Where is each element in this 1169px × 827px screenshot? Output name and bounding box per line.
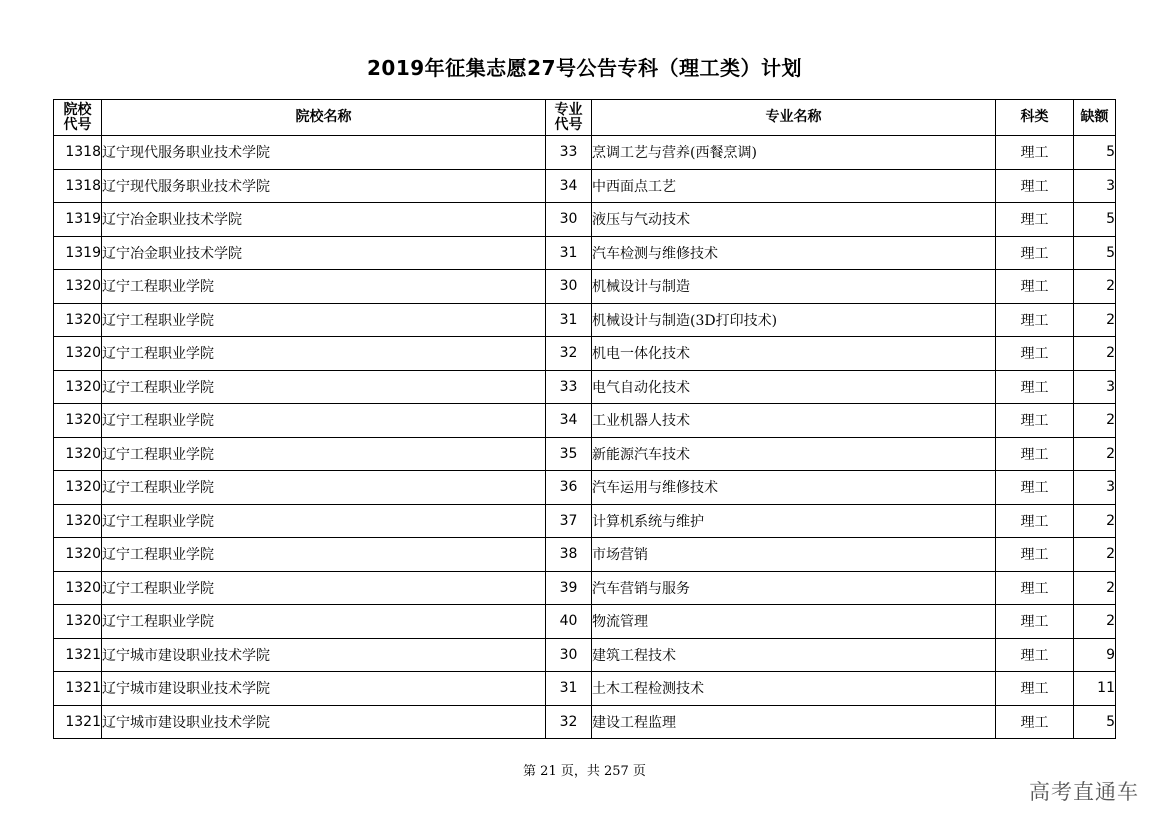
cell-vacancies: 2 xyxy=(1074,605,1116,639)
table-row xyxy=(54,337,1116,371)
cell-category: 理工 xyxy=(996,370,1074,404)
cell-major-name: 物流管理 xyxy=(592,605,996,639)
cell-school-code: 1320 xyxy=(54,437,102,471)
cell-vacancies: 2 xyxy=(1074,404,1116,438)
cell-school-code: 1320 xyxy=(54,605,102,639)
cell-school-code: 1319 xyxy=(54,203,102,237)
cell-school-name: 辽宁工程职业学院 xyxy=(102,437,546,471)
cell-school-code: 1320 xyxy=(54,471,102,505)
table-row xyxy=(54,437,1116,471)
cell-school-code: 1318 xyxy=(54,169,102,203)
cell-school-code: 1318 xyxy=(54,136,102,170)
cell-major-code: 33 xyxy=(546,136,592,170)
cell-major-name: 电气自动化技术 xyxy=(592,370,996,404)
cell-school-name: 辽宁城市建设职业技术学院 xyxy=(102,705,546,739)
cell-major-name: 工业机器人技术 xyxy=(592,404,996,438)
table-row xyxy=(54,404,1116,438)
table-row xyxy=(54,370,1116,404)
cell-vacancies: 2 xyxy=(1074,337,1116,371)
cell-major-code: 30 xyxy=(546,203,592,237)
cell-school-name: 辽宁工程职业学院 xyxy=(102,571,546,605)
cell-school-code: 1320 xyxy=(54,337,102,371)
cell-major-code: 37 xyxy=(546,504,592,538)
cell-school-name: 辽宁冶金职业技术学院 xyxy=(102,236,546,270)
header-major-name: 专业名称 xyxy=(592,100,996,136)
cell-major-name: 汽车营销与服务 xyxy=(592,571,996,605)
header-school-code: 院校 代号 xyxy=(54,100,102,136)
table-row xyxy=(54,136,1116,170)
cell-major-code: 33 xyxy=(546,370,592,404)
cell-category: 理工 xyxy=(996,504,1074,538)
cell-school-code: 1320 xyxy=(54,270,102,304)
table-row xyxy=(54,638,1116,672)
watermark: 高考直通车 xyxy=(1029,780,1139,804)
header-category: 科类 xyxy=(996,100,1074,136)
cell-school-code: 1320 xyxy=(54,504,102,538)
cell-major-code: 32 xyxy=(546,705,592,739)
table-row xyxy=(54,203,1116,237)
cell-vacancies: 3 xyxy=(1074,169,1116,203)
cell-major-name: 液压与气动技术 xyxy=(592,203,996,237)
cell-school-code: 1321 xyxy=(54,672,102,706)
cell-major-name: 机械设计与制造 xyxy=(592,270,996,304)
cell-major-code: 38 xyxy=(546,538,592,572)
cell-vacancies: 3 xyxy=(1074,471,1116,505)
cell-school-name: 辽宁现代服务职业技术学院 xyxy=(102,169,546,203)
cell-vacancies: 11 xyxy=(1074,672,1116,706)
cell-school-code: 1320 xyxy=(54,538,102,572)
cell-major-code: 31 xyxy=(546,672,592,706)
cell-vacancies: 2 xyxy=(1074,437,1116,471)
cell-category: 理工 xyxy=(996,337,1074,371)
table-row xyxy=(54,672,1116,706)
cell-major-code: 30 xyxy=(546,270,592,304)
cell-vacancies: 5 xyxy=(1074,136,1116,170)
cell-school-name: 辽宁工程职业学院 xyxy=(102,303,546,337)
cell-major-name: 烹调工艺与营养(西餐烹调) xyxy=(592,136,996,170)
page-number: 第 21 页，共 257 页 xyxy=(523,764,646,779)
cell-school-name: 辽宁冶金职业技术学院 xyxy=(102,203,546,237)
cell-category: 理工 xyxy=(996,672,1074,706)
cell-category: 理工 xyxy=(996,538,1074,572)
cell-major-name: 计算机系统与维护 xyxy=(592,504,996,538)
cell-major-name: 新能源汽车技术 xyxy=(592,437,996,471)
cell-category: 理工 xyxy=(996,236,1074,270)
table-row xyxy=(54,538,1116,572)
cell-major-name: 土木工程检测技术 xyxy=(592,672,996,706)
table-row xyxy=(54,504,1116,538)
cell-vacancies: 2 xyxy=(1074,571,1116,605)
cell-category: 理工 xyxy=(996,169,1074,203)
cell-major-code: 31 xyxy=(546,236,592,270)
cell-category: 理工 xyxy=(996,437,1074,471)
cell-category: 理工 xyxy=(996,270,1074,304)
cell-major-name: 汽车运用与维修技术 xyxy=(592,471,996,505)
cell-major-name: 市场营销 xyxy=(592,538,996,572)
table-row xyxy=(54,471,1116,505)
cell-school-name: 辽宁工程职业学院 xyxy=(102,337,546,371)
cell-major-code: 31 xyxy=(546,303,592,337)
table-row xyxy=(54,270,1116,304)
cell-major-code: 35 xyxy=(546,437,592,471)
cell-vacancies: 5 xyxy=(1074,236,1116,270)
cell-category: 理工 xyxy=(996,136,1074,170)
table-row xyxy=(54,169,1116,203)
cell-school-name: 辽宁工程职业学院 xyxy=(102,504,546,538)
cell-major-name: 建设工程监理 xyxy=(592,705,996,739)
cell-vacancies: 2 xyxy=(1074,538,1116,572)
cell-major-name: 建筑工程技术 xyxy=(592,638,996,672)
cell-school-code: 1320 xyxy=(54,571,102,605)
table-header-row xyxy=(54,100,1116,136)
cell-major-code: 39 xyxy=(546,571,592,605)
cell-vacancies: 5 xyxy=(1074,705,1116,739)
cell-school-name: 辽宁工程职业学院 xyxy=(102,538,546,572)
cell-major-code: 34 xyxy=(546,404,592,438)
table-row xyxy=(54,236,1116,270)
cell-category: 理工 xyxy=(996,571,1074,605)
cell-major-code: 32 xyxy=(546,337,592,371)
cell-school-code: 1320 xyxy=(54,370,102,404)
table-body xyxy=(54,136,1116,739)
cell-school-name: 辽宁工程职业学院 xyxy=(102,605,546,639)
cell-category: 理工 xyxy=(996,471,1074,505)
plan-table xyxy=(53,99,1116,739)
header-major-code: 专业 代号 xyxy=(546,100,592,136)
page-title: 2019年征集志愿27号公告专科（理工类）计划 xyxy=(367,56,802,80)
cell-major-code: 30 xyxy=(546,638,592,672)
cell-school-code: 1321 xyxy=(54,705,102,739)
cell-vacancies: 2 xyxy=(1074,303,1116,337)
cell-major-name: 汽车检测与维修技术 xyxy=(592,236,996,270)
cell-major-code: 36 xyxy=(546,471,592,505)
cell-vacancies: 5 xyxy=(1074,203,1116,237)
cell-vacancies: 2 xyxy=(1074,270,1116,304)
table-row xyxy=(54,571,1116,605)
table-row xyxy=(54,303,1116,337)
cell-vacancies: 9 xyxy=(1074,638,1116,672)
cell-category: 理工 xyxy=(996,404,1074,438)
cell-major-name: 中西面点工艺 xyxy=(592,169,996,203)
cell-vacancies: 2 xyxy=(1074,504,1116,538)
cell-category: 理工 xyxy=(996,303,1074,337)
cell-category: 理工 xyxy=(996,203,1074,237)
cell-school-name: 辽宁城市建设职业技术学院 xyxy=(102,638,546,672)
cell-category: 理工 xyxy=(996,705,1074,739)
cell-school-code: 1321 xyxy=(54,638,102,672)
cell-school-code: 1319 xyxy=(54,236,102,270)
cell-school-name: 辽宁工程职业学院 xyxy=(102,404,546,438)
cell-school-name: 辽宁工程职业学院 xyxy=(102,270,546,304)
cell-school-name: 辽宁工程职业学院 xyxy=(102,370,546,404)
cell-school-name: 辽宁工程职业学院 xyxy=(102,471,546,505)
cell-vacancies: 3 xyxy=(1074,370,1116,404)
cell-school-code: 1320 xyxy=(54,303,102,337)
cell-major-code: 40 xyxy=(546,605,592,639)
cell-major-code: 34 xyxy=(546,169,592,203)
cell-school-name: 辽宁城市建设职业技术学院 xyxy=(102,672,546,706)
cell-school-name: 辽宁现代服务职业技术学院 xyxy=(102,136,546,170)
header-school-name: 院校名称 xyxy=(102,100,546,136)
table-row xyxy=(54,605,1116,639)
cell-major-name: 机械设计与制造(3D打印技术) xyxy=(592,303,996,337)
cell-category: 理工 xyxy=(996,638,1074,672)
header-vacancies: 缺额 xyxy=(1074,100,1116,136)
cell-category: 理工 xyxy=(996,605,1074,639)
cell-school-code: 1320 xyxy=(54,404,102,438)
table-row xyxy=(54,705,1116,739)
cell-major-name: 机电一体化技术 xyxy=(592,337,996,371)
